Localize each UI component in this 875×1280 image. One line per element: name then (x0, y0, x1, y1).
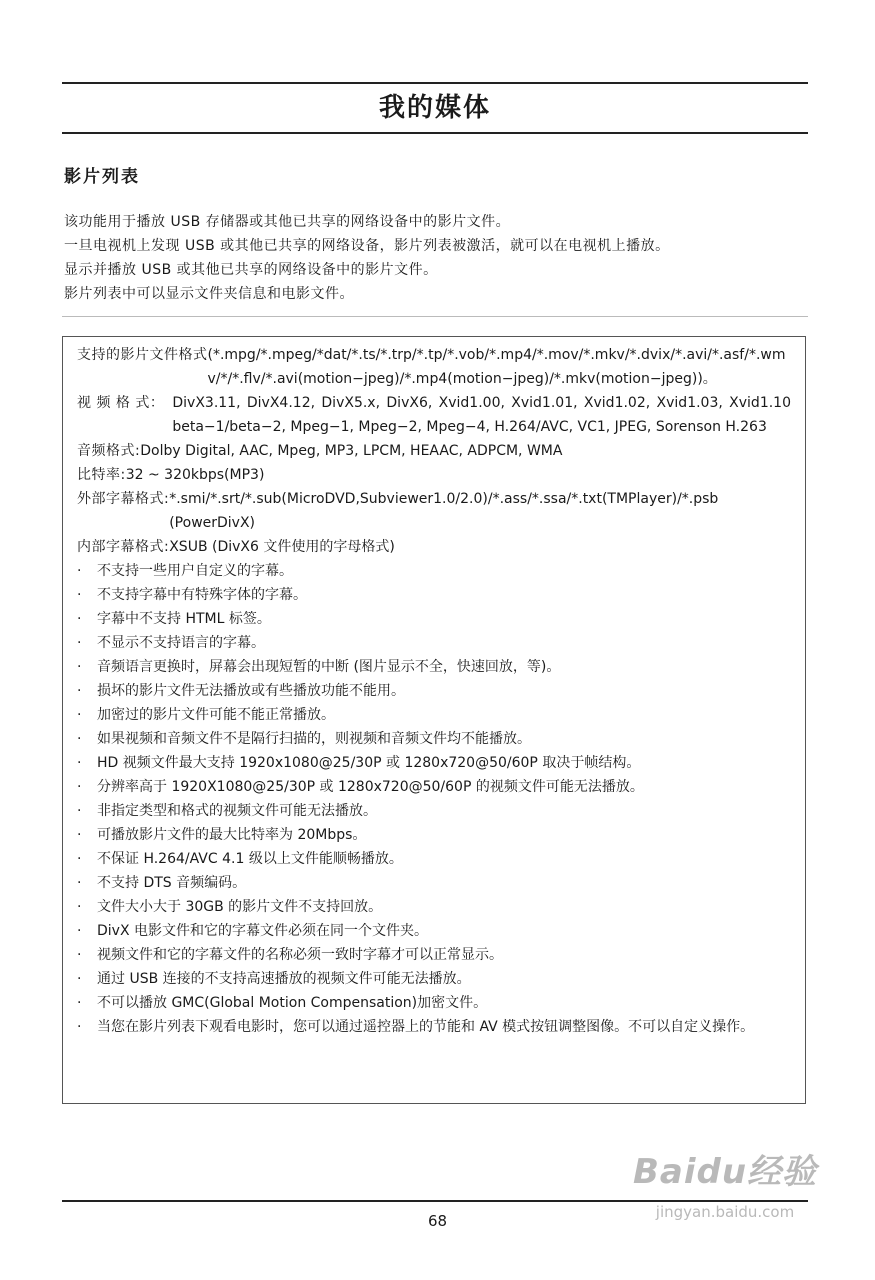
intro-rule (62, 316, 808, 317)
note-item (77, 1015, 791, 1039)
note-item (77, 703, 791, 727)
spec-label: 视 频 格 式： (77, 395, 165, 411)
spec-value: XSUB (DivX6 文件使用的字母格式) (169, 539, 395, 555)
note-text: 不支持字幕中有特殊字体的字幕。 (97, 587, 307, 603)
note-text: 当您在影片列表下观看电影时，您可以通过遥控器上的节能和 AV 模式按钮调整图像。不可以自定义操作。 (97, 1019, 755, 1035)
note-item (77, 943, 791, 967)
spec-label: 音频格式: (77, 443, 141, 459)
note-item (77, 823, 791, 847)
note-item (77, 655, 791, 679)
spec-label: 内部字幕格式: (77, 539, 170, 555)
spec-value: 32 ~ 320kbps(MP3) (125, 467, 265, 483)
note-item (77, 751, 791, 775)
intro-line: 一旦电视机上发现 USB 或其他已共享的网络设备，影片列表被激活，就可以在电视机上播放。 (64, 238, 670, 254)
note-text: HD 视频文件最大支持 1920x1080@25/30P 或 1280x720@50/60P 取决于帧结构。 (97, 755, 641, 771)
note-text: 如果视频和音频文件不是隔行扫描的，则视频和音频文件均不能播放。 (97, 731, 531, 747)
note-text: 加密过的影片文件可能不能正常播放。 (97, 707, 335, 723)
note-text: 不保证 H.264/AVC 4.1 级以上文件能顺畅播放。 (97, 851, 403, 867)
note-item (77, 559, 791, 583)
spec-label: 比特率: (77, 467, 126, 483)
footer-rule (62, 1200, 808, 1202)
spec-value: (*.mpg/*.mpeg/*dat/*.ts/*.trp/*.tp/*.vob/*.mp4/*.mov/*.mkv/*.dvix/*.avi/*.asf/*.wmv/*/*.flv/*.avi(motion−jpeg)/*.mp4(motion−jpeg)/*.mkv(motion−jpeg))。 (207, 347, 786, 387)
spec-external-subtitle (77, 487, 791, 535)
intro-line: 该功能用于播放 USB 存储器或其他已共享的网络设备中的影片文件。 (64, 214, 511, 230)
note-text: 视频文件和它的字幕文件的名称必须一致时字幕才可以正常显示。 (97, 947, 503, 963)
note-item (77, 991, 791, 1015)
note-text: 非指定类型和格式的视频文件可能无法播放。 (97, 803, 377, 819)
spec-audio (77, 439, 791, 463)
bullet: · (77, 635, 82, 651)
bullet: · (77, 947, 82, 963)
note-item (77, 919, 791, 943)
note-text: 字幕中不支持 HTML 标签。 (97, 611, 271, 627)
note-text: 音频语言更换时，屏幕会出现短暂的中断 (图片显示不全，快速回放，等)。 (97, 659, 561, 675)
spec-formats (77, 343, 791, 391)
bullet: · (77, 899, 82, 915)
note-text: 不显示不支持语言的字幕。 (97, 635, 265, 651)
bullet: · (77, 851, 82, 867)
bullet: · (77, 875, 82, 891)
note-item (77, 775, 791, 799)
bullet: · (77, 803, 82, 819)
note-item (77, 895, 791, 919)
watermark-logo: Baidu经验 (632, 1152, 818, 1192)
spec-video (77, 391, 791, 439)
title-rule (62, 132, 808, 134)
bullet: · (77, 683, 82, 699)
note-text: 不支持 DTS 音频编码。 (97, 875, 247, 891)
intro-line: 影片列表中可以显示文件夹信息和电影文件。 (64, 286, 354, 302)
page-number: 68 (427, 1212, 448, 1230)
spec-bitrate (77, 463, 791, 487)
note-text: 分辨率高于 1920X1080@25/30P 或 1280x720@50/60P 的视频文件可能无法播放。 (97, 779, 644, 795)
note-item (77, 799, 791, 823)
bullet: · (77, 731, 82, 747)
bullet: · (77, 1019, 82, 1035)
note-text: DivX 电影文件和它的字幕文件必须在同一个文件夹。 (97, 923, 428, 939)
watermark-url: jingyan.baidu.com (655, 1203, 795, 1221)
spec-label: 支持的影片文件格式 (77, 347, 208, 363)
note-item (77, 727, 791, 751)
note-item (77, 631, 791, 655)
spec-value: DivX3.11, DivX4.12, DivX5.x, DivX6, Xvid1.00, Xvid1.01, Xvid1.02, Xvid1.03, Xvid1.10 beta−1/beta−2, Mpeg−1, Mpeg−2, Mpeg−4, H.264/AVC, VC1, JPEG, Sorenson H.263 (172, 395, 791, 435)
note-text: 可播放影片文件的最大比特率为 20Mbps。 (97, 827, 367, 843)
top-rule (62, 82, 808, 84)
bullet: · (77, 779, 82, 795)
bullet: · (77, 995, 82, 1011)
note-item (77, 607, 791, 631)
note-text: 损坏的影片文件无法播放或有些播放功能不能用。 (97, 683, 405, 699)
spec-value: *.smi/*.srt/*.sub(MicroDVD,Subviewer1.0/2.0)/*.ass/*.ssa/*.txt(TMPlayer)/*.psb (PowerDivX) (169, 491, 719, 531)
spec-internal-subtitle (77, 535, 791, 559)
bullet: · (77, 827, 82, 843)
spec-value: Dolby Digital, AAC, Mpeg, MP3, LPCM, HEAAC, ADPCM, WMA (140, 443, 563, 459)
bullet: · (77, 923, 82, 939)
bullet: · (77, 587, 82, 603)
bullet: · (77, 971, 82, 987)
bullet: · (77, 659, 82, 675)
bullet: · (77, 611, 82, 627)
note-item (77, 583, 791, 607)
note-text: 通过 USB 连接的不支持高速播放的视频文件可能无法播放。 (97, 971, 471, 987)
note-item (77, 679, 791, 703)
bullet: · (77, 755, 82, 771)
note-text: 不可以播放 GMC(Global Motion Compensation)加密文件。 (97, 995, 488, 1011)
note-text: 不支持一些用户自定义的字幕。 (97, 563, 293, 579)
intro-paragraphs (64, 210, 808, 306)
note-item (77, 871, 791, 895)
note-text: 文件大小大于 30GB 的影片文件不支持回放。 (97, 899, 383, 915)
bullet: · (77, 563, 82, 579)
spec-box (62, 336, 806, 1104)
notes-list (77, 559, 791, 1039)
note-item (77, 967, 791, 991)
intro-line: 显示并播放 USB 或其他已共享的网络设备中的影片文件。 (64, 262, 438, 278)
page-title: 我的媒体 (378, 93, 491, 123)
note-item (77, 847, 791, 871)
bullet: · (77, 707, 82, 723)
spec-label: 外部字幕格式: (77, 491, 170, 507)
section-title: 影片列表 (64, 167, 140, 187)
